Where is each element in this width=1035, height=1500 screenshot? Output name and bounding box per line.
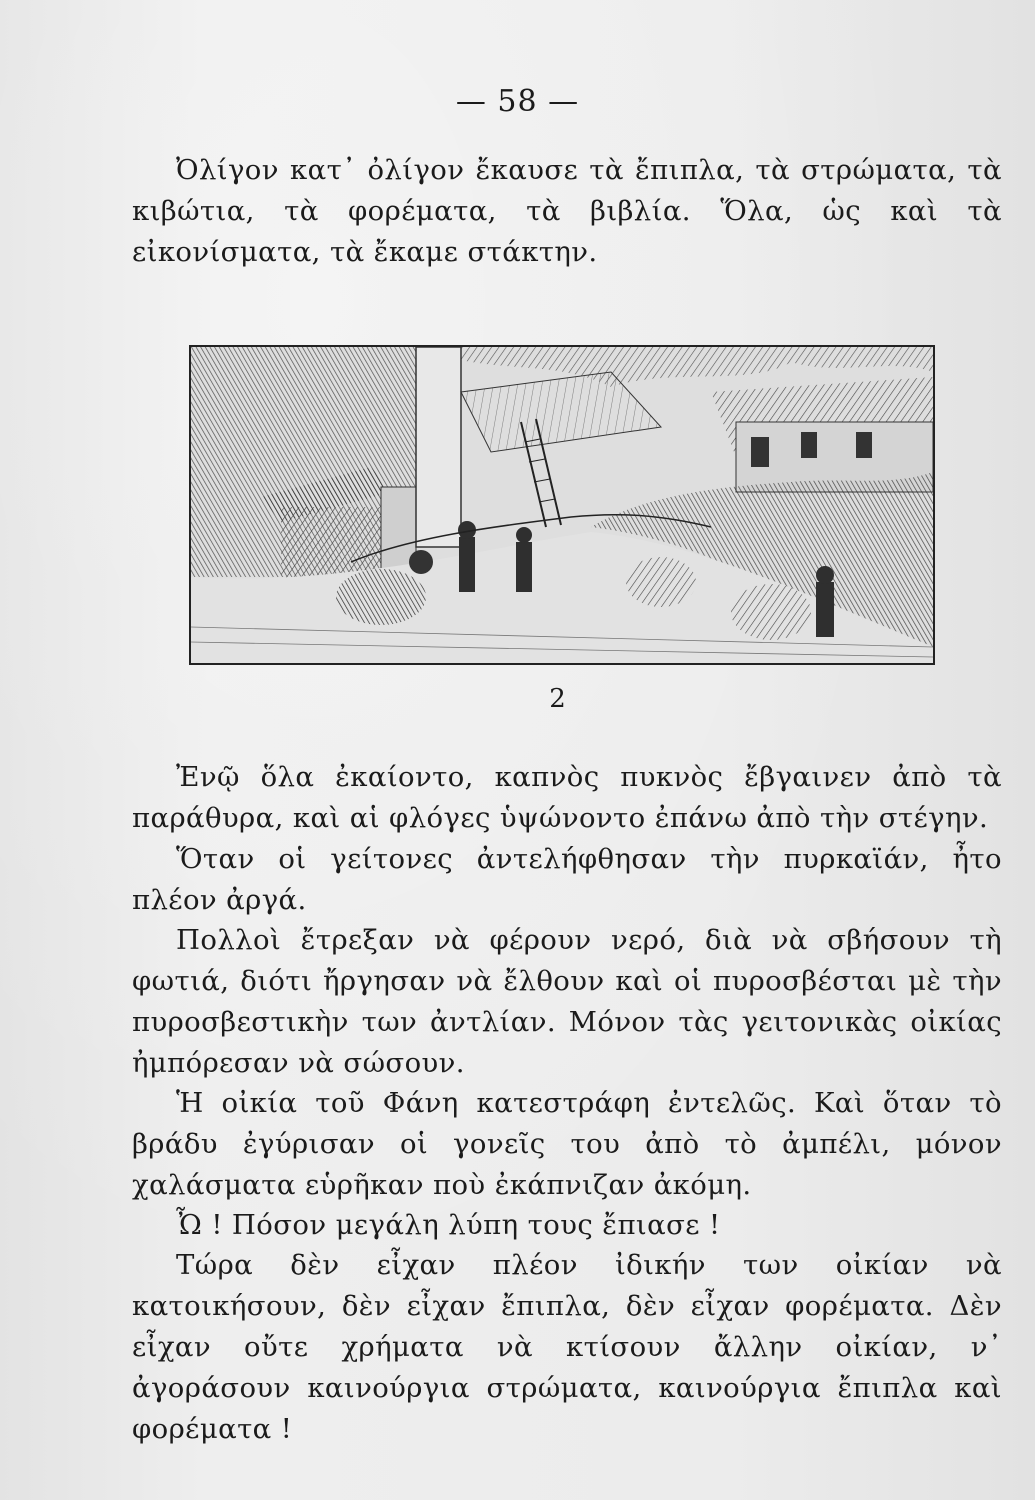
paragraph-1: Ὀλίγον κατ᾽ ὀλίγον ἔκαυσε τὰ ἔπιπλα, τὰ στρώματα, τὰ κιβώτια, τὰ φορέματα, τὰ βιβλία. Ὅλα, ὡς καὶ τὰ εἰκονίσματα, τὰ ἔκαμε στάκτην. [132, 154, 1002, 268]
paragraph-7: Τώρα δὲν εἶχαν πλέον ἰδικήν των οἰκίαν νὰ κατοικήσουν, δὲν εἶχαν ἔπιπλα, δὲν εἶχαν φορέματα. Δὲν εἶχαν οὔτε χρήματα νὰ κτίσουν ἄλλην οἰκίαν, ν᾽ ἀγοράσουν καινούργια στρώματα, καινούργια ἔπιπλα καὶ φορέματα ! [132, 1249, 1002, 1445]
paragraph-4: Πολλοὶ ἔτρεξαν νὰ φέρουν νερό, διὰ νὰ σβήσουν τὴ φωτιά, διότι ἤργησαν νὰ ἔλθουν καὶ οἱ πυροσβέσται μὲ τὴν πυροσβεστικὴν των ἀντλίαν. Μόνον τὰς γειτονικὰς οἰκίας ἠμπόρεσαν νὰ σώσουν. [132, 924, 1002, 1079]
illustration-burning-house [189, 345, 935, 665]
paragraph-5: Ἡ οἰκία τοῦ Φάνη κατεστράφη ἐντελῶς. Καὶ ὅταν τὸ βράδυ ἐγύρισαν οἱ γονεῖς του ἀπὸ τὸ ἀμπέλι, μόνον χαλάσματα εὑρῆκαν ποὺ ἐκάπνιζαν ἀκόμη. [132, 1087, 1002, 1201]
engraving-image [191, 347, 933, 663]
paragraph-3: Ὅταν οἱ γείτονες ἀντελήφθησαν τὴν πυρκαϊάν, ἦτο πλέον ἀργά. [132, 843, 1002, 916]
paragraph-2: Ἐνῷ ὅλα ἐκαίοντο, καπνὸς πυκνὸς ἔβγαινεν ἀπὸ τὰ παράθυρα, καὶ αἱ φλόγες ὑψώνοντο ἐπάνω ἀπὸ τὴν στέγην. [132, 761, 1002, 834]
page-number: — 58 — [455, 84, 580, 119]
paragraph-6: Ὦ ! Πόσον μεγάλη λύπη τους ἔπιασε ! [176, 1209, 721, 1241]
figure-caption: 2 [549, 684, 566, 714]
